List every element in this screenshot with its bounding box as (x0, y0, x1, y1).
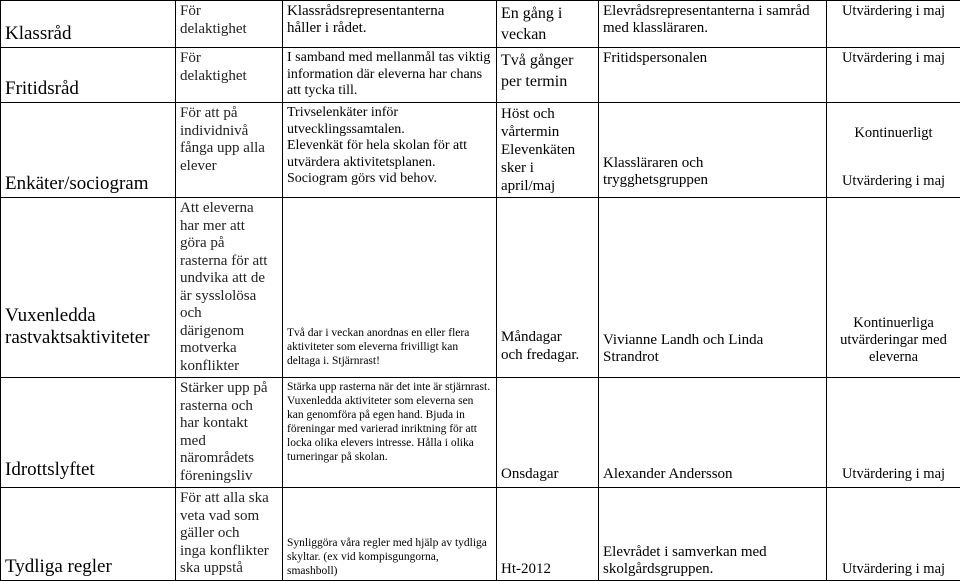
when-cell: Onsdagar (497, 378, 599, 488)
evaluation-cell (827, 103, 960, 198)
purpose-cell: Att eleverna har mer att göra på rasterna för att undvika att de är sysslolösa och därigenom motverka konflikter (176, 198, 283, 378)
evaluation-cell: Kontinuerliga utvärderingar med eleverna (827, 198, 960, 378)
activity-cell: Klassråd (1, 1, 176, 48)
table-row (1, 378, 960, 488)
purpose-cell: För att på individnivå fånga upp alla elever (176, 103, 283, 198)
evaluation-cell: Utvärdering i maj (827, 1, 960, 48)
purpose-cell: För att alla ska veta vad som gäller och inga konflikter ska uppstå (176, 488, 283, 581)
how-cell: Två dar i veckan anordnas en eller flera aktiviteter som eleverna frivilligt kan deltaga i. Stjärnrast! (283, 198, 497, 378)
activity-cell: Vuxenledda rastvaktsaktiviteter (1, 198, 176, 378)
table-row (1, 48, 960, 103)
how-cell: Trivselenkäter inför utvecklingssamtalen. Elevenkät för hela skolan för att utvärdera aktivitetsplanen. Sociogram görs vid behov. (283, 103, 497, 198)
evaluation-cell: Utvärdering i maj (827, 488, 960, 581)
purpose-cell: För delaktighet (176, 1, 283, 48)
evaluation-continuous-label: Kontinuerligt (831, 125, 956, 142)
table-row (1, 198, 960, 378)
activity-cell: Idrottslyftet (1, 378, 176, 488)
purpose-cell: För delaktighet (176, 48, 283, 103)
how-cell: Klassrådsrepresentanterna håller i rådet. (283, 1, 497, 48)
who-cell: Fritidspersonalen (599, 48, 827, 103)
how-cell: Stärka upp rasterna när det inte är stjärnrast. Vuxenledda aktiviteter som eleverna sen kan genomföra på egen hand. Bjuda in föreningar med varierad inriktning för att locka olika elevers intresse. Hålla i olika turneringar på skolan. (283, 378, 497, 488)
activity-cell: Fritidsråd (1, 48, 176, 103)
who-cell: Elevrådsrepresentanterna i samråd med klassläraren. (599, 1, 827, 48)
table-row (1, 103, 960, 198)
activity-cell: Tydliga regler (1, 488, 176, 581)
when-cell: Ht-2012 (497, 488, 599, 581)
evaluation-may-label: Utvärdering i maj (827, 173, 960, 190)
table-row (1, 1, 960, 48)
how-cell: Synliggöra våra regler med hjälp av tydliga skyltar. (ex vid kompisgungorna, smashboll) (283, 488, 497, 581)
who-cell: Klassläraren och trygghetsgruppen (599, 103, 827, 198)
activity-cell: Enkäter/sociogram (1, 103, 176, 198)
when-cell: En gång i veckan (497, 1, 599, 48)
how-cell: I samband med mellanmål tas viktig information där eleverna har chans att tycka till. (283, 48, 497, 103)
when-cell: Måndagar och fredagar. (497, 198, 599, 378)
table-row (1, 488, 960, 581)
who-cell: Elevrådet i samverkan med skolgårdsgruppen. (599, 488, 827, 581)
who-cell: Alexander Andersson (599, 378, 827, 488)
evaluation-cell: Utvärdering i maj (827, 378, 960, 488)
purpose-cell: Stärker upp på rasterna och har kontakt med närområdets föreningsliv (176, 378, 283, 488)
who-cell: Vivianne Landh och Linda Strandrot (599, 198, 827, 378)
when-cell: Två gånger per termin (497, 48, 599, 103)
when-cell: Höst och vårtermin Elevenkäten sker i april/maj (497, 103, 599, 198)
evaluation-cell: Utvärdering i maj (827, 48, 960, 103)
